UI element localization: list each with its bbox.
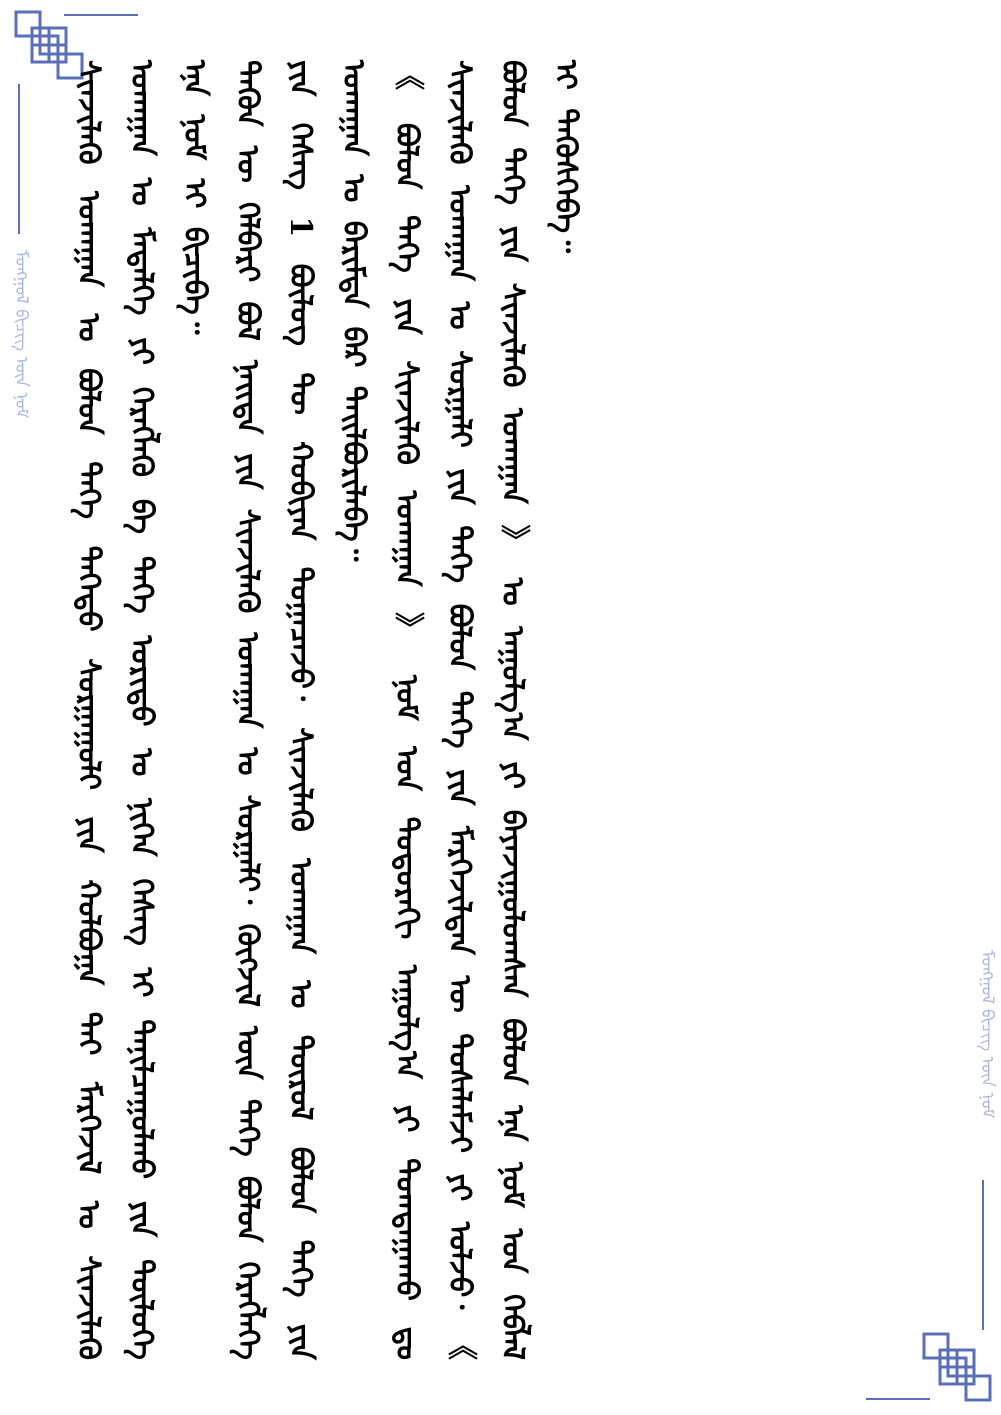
frame-bottom-line xyxy=(866,1398,930,1400)
knot-ornament-icon xyxy=(918,1328,996,1406)
frame-top-line xyxy=(64,14,138,16)
frame-left-line xyxy=(18,84,20,234)
right-side-caption xyxy=(972,950,1001,1118)
paragraph-1: ᠰᠢᠨᠵᠢᠯᠡᠬᠦ ᠤᠬᠠᠭᠠᠨ ᠤ ᠪᠣᠯᠤᠨ ᠲᠡᠭᠡ ᠳᠡᠭᠡᠳᠦ ᠰᠤᠷᠭᠠᠭᠤᠯᠢ ᠶᠢᠨ ᠬᠣᠯᠪᠣᠭᠠ ᠲᠠᠢ ᠮᠡᠷᠭᠡᠵᠢᠯ ᠤ ᠰᠢᠨᠵᠢᠯᠡᠬᠦ ᠤᠬᠠᠭᠠᠨ ᠤ ᠮᠡᠳᠡᠯᠭᠡ ᠶᠢ ᠬᠡᠷᠡᠭᠯᠡᠬᠦ ᠪᠠ ᠲᠡᠭᠡ ᠤᠷᠢᠳᠤ ᠤ ᠨᠢᠭᠡᠨ ᠬᠡᠰᠡᠭ ᠢ ᠲᠠᠨᠢᠯᠴᠠᠭᠤᠯᠬᠤ ᠶᠢᠨ ᠲᠥᠯᠥᠭᠡ ᠡᠨᠡ ᠨᠣᠮ ᠢ ᠪᠢᠴᠢᠪᠡ᠃ xyxy=(71,60,212,1360)
main-text-block xyxy=(62,60,902,1360)
side-caption-text: ᠮᠣᠩᠭᠣᠯ ᠪᠢᠴᠢᠭ ᠦᠨ ᠨᠣᠮ xyxy=(977,950,997,1119)
left-side-caption xyxy=(6,250,36,418)
frame-right-line xyxy=(982,1180,984,1330)
side-caption-text: ᠮᠣᠩᠭᠣᠯ ᠪᠢᠴᠢᠭ ᠦᠨ ᠨᠣᠮ xyxy=(11,250,31,419)
paragraph-3: 《 ᠪᠣᠯᠤᠨ ᠲᠡᠭᠡ ᠶᠢᠨ ᠰᠢᠨᠵᠢᠯᠡᠬᠦ ᠤᠬᠠᠭᠠᠨ 》 ᠨᠣᠮ ᠤᠨ ᠳᠣᠲᠣᠷᠠᠬᠢ ᠠᠭᠤᠯᠭ᠎ᠠ ᠶᠢ ᠲᠣᠭᠲᠠᠭᠠᠬᠤ ᠳᠤ ᠰᠢᠨᠵᠢᠯᠡᠬᠦ ᠤᠬᠠᠭᠠᠨ ᠤ ᠰᠤᠷᠭᠠᠯᠢ ᠶᠢᠨ ᠲᠡᠭᠡ ᠪᠣᠯᠤᠨ ᠲᠡᠭᠡ ᠶᠢᠨ ᠮᠡᠷᠭᠡᠵᠢᠯᠲᠡᠨ ᠦ ᠲᠤᠰᠠᠯᠠᠮᠵᠢ ᠶᠢ ᠣᠯᠵᠤ᠂ 《 ᠪᠣᠯᠤᠨ ᠲᠡᠭᠡ ᠶᠢᠨ ᠰᠢᠨᠵᠢᠯᠡᠬᠦ ᠤᠬᠠᠭᠠᠨ 》 ᠤ ᠠᠭᠤᠯᠭ᠎ᠠ ᠶᠢ ᠪᠠᠶᠠᠵᠢᠭᠤᠯᠤᠭᠰᠠᠨ ᠪᠣᠯᠤᠨ ᠡᠨᠡ ᠨᠣᠮ ᠤᠨ ᠬᠡᠪᠯᠡᠯ ᠢ ᠲᠡᠭᠦᠰᠭᠡᠪᠡ᠃ xyxy=(389,60,583,1360)
paragraph-2: ᠲᠡᠭᠦᠨ ᠦ ᠬᠡᠯᠪᠡᠷᠢ ᠪᠣᠯ ᠨᠡᠢᠲᠡ ᠶᠢᠨ ᠰᠢᠨᠵᠢᠯᠡᠬᠦ ᠤᠬᠠᠭᠠᠨ ᠤ ᠰᠤᠷᠭᠠᠯᠢ᠂ ᠬᠥᠭᠵᠢᠯ ᠦᠨ ᠲᠡᠭᠡ ᠪᠣᠯᠤᠨ ᠬᠡᠷᠡᠭᠯᠡᠭᠡ ᠶᠢᠨ ᠬᠡᠰᠡᠭ 1 ᠪᠦᠯᠦᠭ ᠲᠦ ᠬᠤᠪᠢᠶᠠᠨ ᠲᠣᠭᠠᠴᠠᠵᠤ᠂ ᠰᠢᠨᠵᠢᠯᠡᠬᠦ ᠤᠬᠠᠭᠠᠨ ᠤ ᠲᠦᠷᠦᠯ ᠪᠣᠯᠤᠨ ᠲᠡᠭᠡ ᠶᠢᠨ ᠤᠬᠠᠭᠠᠨ ᠤ ᠪᠠᠷᠢᠮᠲᠠ ᠪᠠᠷ ᠲᠠᠢᠯᠪᠤᠷᠢᠯᠠᠪᠠ᠃ xyxy=(230,60,371,1360)
